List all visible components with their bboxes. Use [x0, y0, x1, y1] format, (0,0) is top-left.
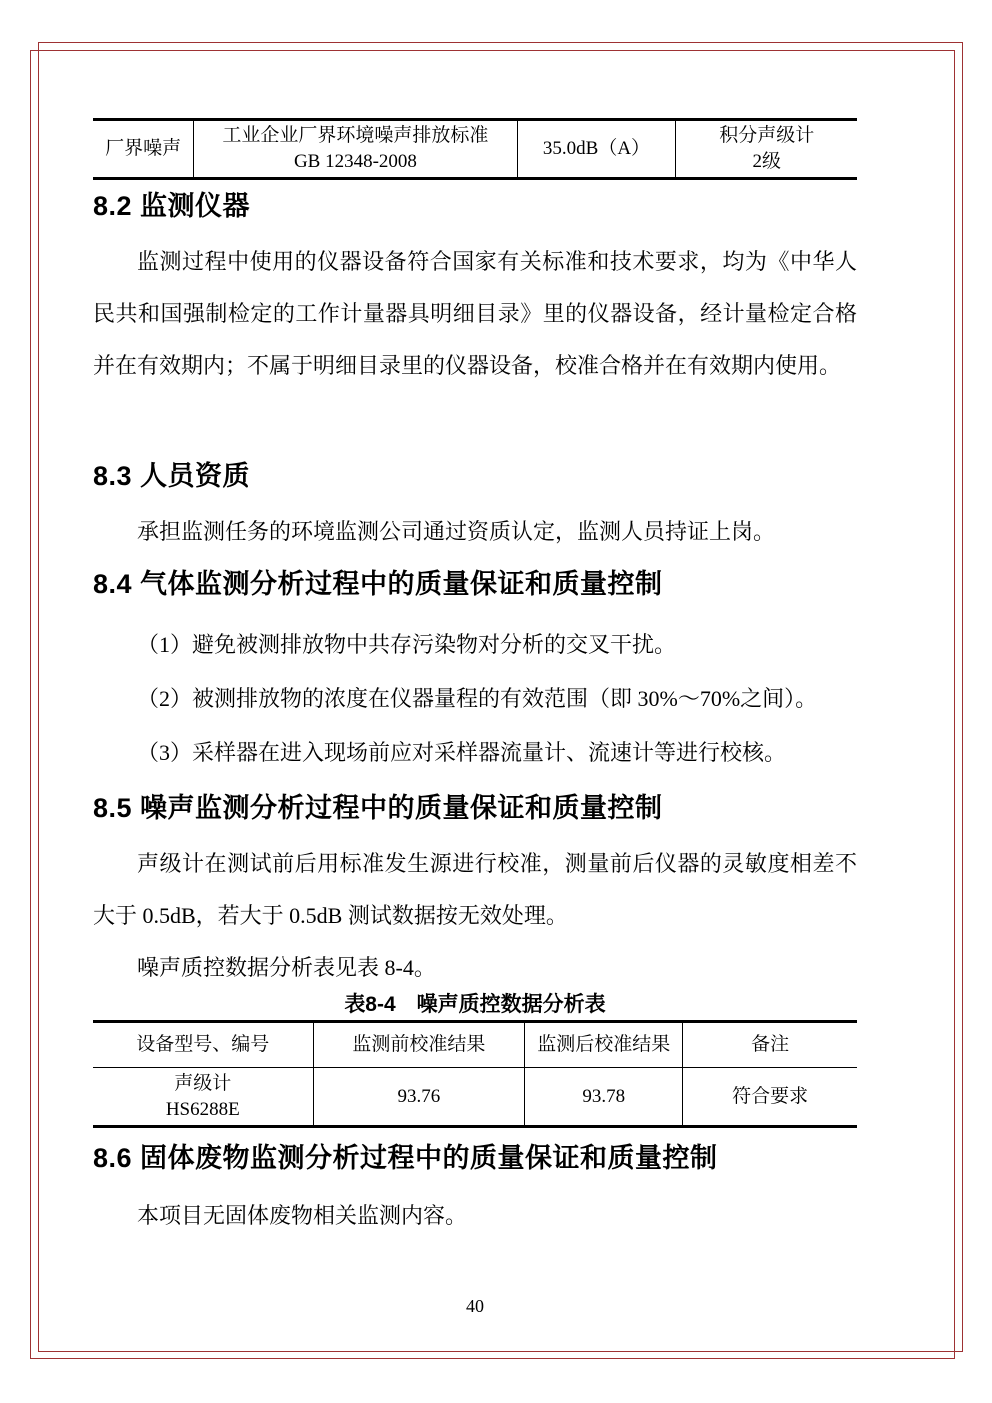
header-device: 设备型号、编号 — [93, 1022, 313, 1068]
cell-post-value: 93.78 — [525, 1068, 683, 1127]
cell-remark: 符合要求 — [683, 1068, 857, 1127]
page-number: 40 — [466, 1296, 484, 1316]
table-data-row — [93, 1068, 857, 1127]
list-item-1: （1）避免被测排放物中共存污染物对分析的交叉干扰。 — [137, 632, 677, 657]
section-body-8-3: 承担监测任务的环境监测公司通过资质认定，监测人员持证上岗。 — [137, 519, 776, 544]
section-heading-8-2: 8.2 监测仪器 — [93, 191, 251, 221]
instrument-class: 2级 — [752, 151, 781, 172]
section-heading-8-4: 8.4 气体监测分析过程中的质量保证和质量控制 — [93, 569, 663, 599]
list-item-2: （2）被测排放物的浓度在仪器量程的有效范围（即 30%～70%之间）。 — [137, 686, 818, 711]
cell-standard — [194, 120, 517, 179]
device-name: 声级计 — [174, 1072, 232, 1094]
boundary-noise-table — [93, 118, 857, 180]
table-row — [93, 120, 857, 179]
instrument-name: 积分声级计 — [719, 125, 815, 146]
section-list-8-4 — [93, 618, 857, 780]
list-item-3: （3）采样器在进入现场前应对采样器流量计、流速计等进行校核。 — [137, 740, 787, 765]
table-8-4-caption: 表8-4 噪声质控数据分析表 — [344, 993, 606, 1016]
cell-device — [93, 1068, 313, 1127]
cell-instrument — [676, 120, 857, 179]
cell-pre-value: 93.76 — [313, 1068, 525, 1127]
header-post-calibration: 监测后校准结果 — [525, 1022, 683, 1068]
section-heading-8-3: 8.3 人员资质 — [93, 461, 251, 491]
section-body-8-6: 本项目无固体废物相关监测内容。 — [137, 1203, 468, 1228]
limit-value: 35.0dB（A） — [542, 138, 651, 159]
section-heading-8-6: 8.6 固体废物监测分析过程中的质量保证和质量控制 — [93, 1143, 718, 1173]
section-body-8-5: 声级计在测试前后用标准发生源进行校准，测量前后仪器的灵敏度相差不大于 0.5dB，若大于 0.5dB 测试数据按无效处理。 — [93, 851, 857, 928]
cell-limit-value — [517, 120, 676, 179]
cell-noise-type — [93, 120, 194, 179]
device-model: HS6288E — [165, 1098, 240, 1120]
standard-code: GB 12348-2008 — [293, 151, 417, 172]
header-pre-calibration: 监测前校准结果 — [313, 1022, 525, 1068]
noise-qc-table — [93, 1020, 857, 1128]
table-header-row — [93, 1022, 857, 1068]
section-body-8-2: 监测过程中使用的仪器设备符合国家有关标准和技术要求，均为《中华人民共和国强制检定的工作计量器具明细目录》里的仪器设备，经计量检定合格并在有效期内；不属于明细目录里的仪器设备，校准合格并在有效期内使用。 — [93, 249, 857, 378]
section-heading-8-5: 8.5 噪声监测分析过程中的质量保证和质量控制 — [93, 793, 663, 823]
standard-name: 工业企业厂界环境噪声排放标准 — [222, 125, 489, 146]
noise-type-label: 厂界噪声 — [105, 138, 182, 159]
header-remark: 备注 — [683, 1022, 857, 1068]
section-note-8-5: 噪声质控数据分析表见表 8-4。 — [137, 955, 436, 980]
